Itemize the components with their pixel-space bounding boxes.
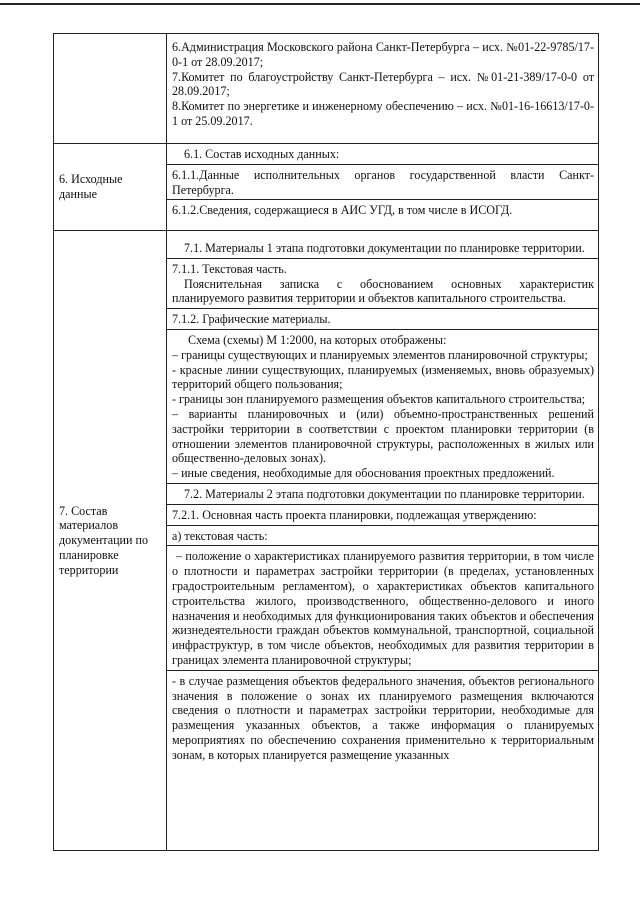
table-row (54, 231, 599, 851)
list-item: - границы зон планируемого размещения объектов капитального строительства; (172, 392, 586, 407)
row-divider (167, 483, 598, 484)
list-item-8: 8.Комитет по энергетике и инженерному обеспечению – исх. №01-16-16613/17-0-1 от 25.09.2017. (172, 99, 594, 128)
row-divider (167, 545, 598, 546)
subsection-heading: 7.1.2. Графические материалы. (172, 312, 331, 327)
row-label: 7. Состав материалов документации по планировке территории (59, 503, 149, 577)
row-content-cell (167, 34, 599, 144)
row-divider (167, 525, 598, 526)
subsection-heading: 7.2.1. Основная часть проекта планировки, подлежащая утверждению: (172, 507, 537, 522)
row-divider (167, 670, 598, 671)
list-item: – границы существующих и планируемых элементов планировочной структуры; (172, 347, 588, 362)
row-content-cell (167, 231, 599, 851)
paragraph: Схема (схемы) М 1:2000, на которых отображены: (188, 332, 447, 347)
list-item: - красные линии существующих, планируемых (изменяемых, вновь образуемых) территорий общего пользования; (172, 362, 594, 392)
row-label: 6. Исходные данные (59, 172, 123, 201)
list-item-6: 6.Администрация Московского района Санкт-Петербурга – исх. №01-22-9785/17-0-1 от 28.09.2017; (172, 40, 594, 69)
paragraph: 6.1.1.Данные исполнительных органов государственной власти Санкт-Петербурга. (172, 167, 594, 197)
requirements-table (53, 33, 599, 851)
paragraph: 6.1.2.Сведения, содержащиеся в АИС УГД, в том числе в ИСОГД. (172, 203, 513, 218)
row-label-cell (54, 34, 167, 144)
subsection-heading: а) текстовая часть: (172, 528, 268, 543)
top-border-line (0, 3, 640, 5)
table-row (54, 34, 599, 144)
row-divider (167, 258, 598, 259)
row-divider (167, 308, 598, 309)
table-row (54, 144, 599, 231)
list-item-7: 7.Комитет по благоустройству Санкт-Петербурга – исх. №01-21-389/17-0-0 от 28.09.2017; (172, 69, 594, 99)
list-item: - в случае размещения объектов федерального значения, объектов регионального значения в положение о зонах их планируемого размещения включаются сведения о плотности и параметрах застройки территории, необходимые для размещения указанных объектов, а также информация о планируемых мероприятиях по обеспечению сохранения применительно к территориальным зонам, в которых планируется размещение указанных (172, 673, 594, 762)
list-item: – положение о характеристиках планируемого развития территории, в том числе о плотности и параметрах застройки территории (в пределах, установленных градостроительным регламентом), о характеристиках объектов капитального строительства жилого, производственного, общественно-делового и иного назначения и необходимых для функционирования таких объектов и обеспечения жизнедеятельности граждан объектов коммунальной, транспортной, социальной инфраструктур, в том числе объектов, необходимых для развития территории в границах элемента планировочной структуры; (172, 549, 594, 667)
list-item: – иные сведения, необходимые для обоснования проектных предложений. (172, 466, 555, 481)
subsection-heading: 7.1.1. Текстовая часть. (172, 261, 287, 276)
row-label-cell (54, 144, 167, 231)
section-heading: 7.2. Материалы 2 этапа подготовки документации по планировке территории. (184, 486, 585, 501)
row-divider (167, 504, 598, 505)
row-divider (167, 164, 598, 165)
paragraph: Пояснительная записка с обоснованием основных характеристик планируемого развития территории и объектов капитального строительства. (172, 276, 594, 306)
list-item: – варианты планировочных и (или) объемно-пространственных решений застройки территории в соответствии с проектом планировки территории (в отношении элементов планировочной структуры, расположенных в жилых или общественно-деловых зонах). (172, 406, 594, 466)
row-divider (167, 199, 598, 200)
row-label-cell (54, 231, 167, 851)
row-content-cell (167, 144, 599, 231)
section-heading: 6.1. Состав исходных данных: (184, 147, 340, 161)
section-heading: 7.1. Материалы 1 этапа подготовки документации по планировке территории. (184, 241, 585, 255)
row-divider (167, 329, 598, 330)
